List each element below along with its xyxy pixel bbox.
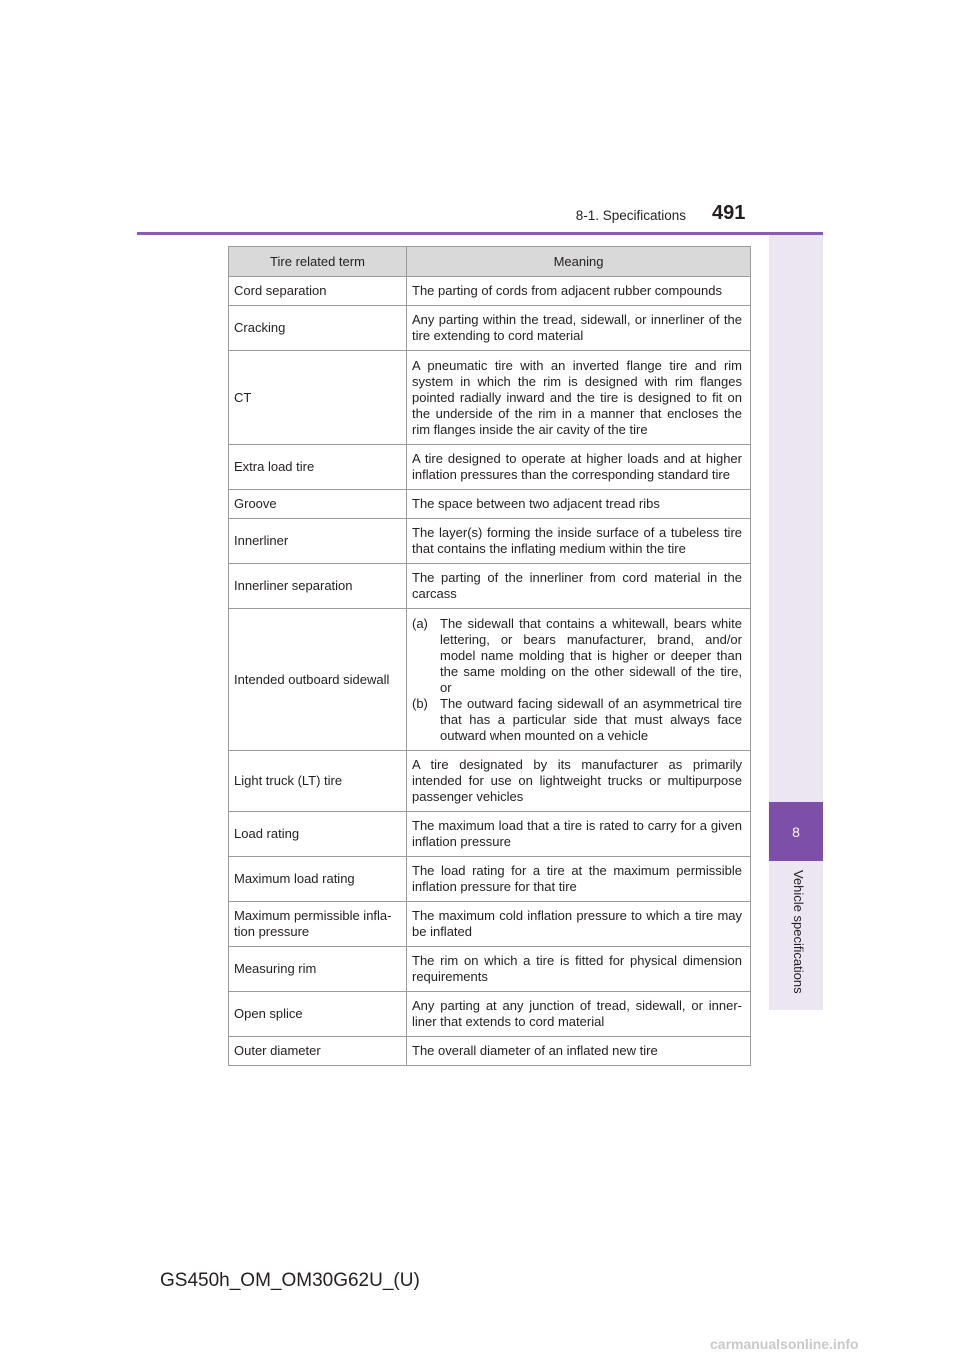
term-cell: Groove: [229, 490, 407, 519]
table-row: [229, 351, 751, 445]
chapter-label: Vehicle specifications: [791, 870, 806, 994]
meaning-cell: [407, 609, 751, 751]
term-cell: Open splice: [229, 992, 407, 1037]
table-row: [229, 902, 751, 947]
list-item: [412, 616, 742, 696]
tire-terms-table: [228, 246, 751, 1066]
table-row: [229, 306, 751, 351]
meaning-cell: A pneumatic tire with an inverted flange tire and rim system in which the rim is designed with rim flanges pointed radially inward and the tire is designed to fit on the underside of the rim in a manner that encloses the rim flanges inside the air cavity of the tire: [407, 351, 751, 445]
header-divider: [137, 232, 823, 235]
meaning-cell: Any parting within the tread, sidewall, or innerliner of the tire extending to cord material: [407, 306, 751, 351]
chapter-number-tab[interactable]: 8: [769, 802, 823, 861]
meaning-cell: The parting of the innerliner from cord material in the carcass: [407, 564, 751, 609]
list-text: The outward facing sidewall of an asymmetrical tire that has a particular side that must always face outward when mounted on a vehicle: [440, 695, 742, 743]
meaning-cell: A tire designated by its manufacturer as primarily intended for use on lightweight trucks or multipurpose passenger vehicles: [407, 751, 751, 812]
meaning-cell: The overall diameter of an inflated new tire: [407, 1037, 751, 1066]
table-row: [229, 277, 751, 306]
table-row: [229, 992, 751, 1037]
table-row: [229, 812, 751, 857]
meaning-cell: The space between two adjacent tread ribs: [407, 490, 751, 519]
table-row: [229, 609, 751, 751]
table-row: [229, 947, 751, 992]
meaning-cell: The load rating for a tire at the maximum permissible inflation pressure for that tire: [407, 857, 751, 902]
table-row: [229, 857, 751, 902]
meaning-cell: Any parting at any junction of tread, sidewall, or inner-liner that extends to cord material: [407, 992, 751, 1037]
column-header-meaning: Meaning: [407, 247, 751, 277]
table-row: [229, 490, 751, 519]
table-row: [229, 519, 751, 564]
table-row: [229, 751, 751, 812]
term-cell: Measuring rim: [229, 947, 407, 992]
term-cell: Cord separation: [229, 277, 407, 306]
term-cell: Extra load tire: [229, 445, 407, 490]
term-cell: Outer diameter: [229, 1037, 407, 1066]
column-header-term: Tire related term: [229, 247, 407, 277]
table-row: [229, 1037, 751, 1066]
list-text: The sidewall that contains a whitewall, bears white lettering, or bears manufacturer, brand, and/or model name molding that is higher or deeper than the same molding on the other sidewall of the tire, or: [440, 615, 742, 695]
term-cell: Load rating: [229, 812, 407, 857]
page-number: 491: [712, 202, 746, 224]
list-marker: (a): [412, 615, 428, 631]
meaning-cell: The maximum load that a tire is rated to carry for a given inflation pressure: [407, 812, 751, 857]
list-item: [412, 696, 742, 744]
meaning-cell: The rim on which a tire is fitted for physical dimension requirements: [407, 947, 751, 992]
meaning-cell: The parting of cords from adjacent rubber compounds: [407, 277, 751, 306]
table-header-row: [229, 247, 751, 277]
term-cell: Cracking: [229, 306, 407, 351]
meaning-cell: The maximum cold inflation pressure to which a tire may be inflated: [407, 902, 751, 947]
term-cell: Maximum permissible infla-tion pressure: [229, 902, 407, 947]
meaning-cell: A tire designed to operate at higher loads and at higher inflation pressures than the corresponding standard tire: [407, 445, 751, 490]
section-title: 8-1. Specifications: [575, 208, 686, 223]
list-marker: (b): [412, 695, 428, 711]
term-cell: Innerliner separation: [229, 564, 407, 609]
watermark: carmanualsonline.info: [710, 1336, 859, 1352]
document-code: GS450h_OM_OM30G62U_(U): [160, 1270, 420, 1291]
meaning-cell: The layer(s) forming the inside surface of a tubeless tire that contains the inflating medium within the tire: [407, 519, 751, 564]
term-cell: Intended outboard sidewall: [229, 609, 407, 751]
term-cell: Maximum load rating: [229, 857, 407, 902]
term-cell: CT: [229, 351, 407, 445]
term-cell: Innerliner: [229, 519, 407, 564]
sidewall-definition-list: [412, 616, 742, 744]
table-row: [229, 445, 751, 490]
term-cell: Light truck (LT) tire: [229, 751, 407, 812]
table-row: [229, 564, 751, 609]
